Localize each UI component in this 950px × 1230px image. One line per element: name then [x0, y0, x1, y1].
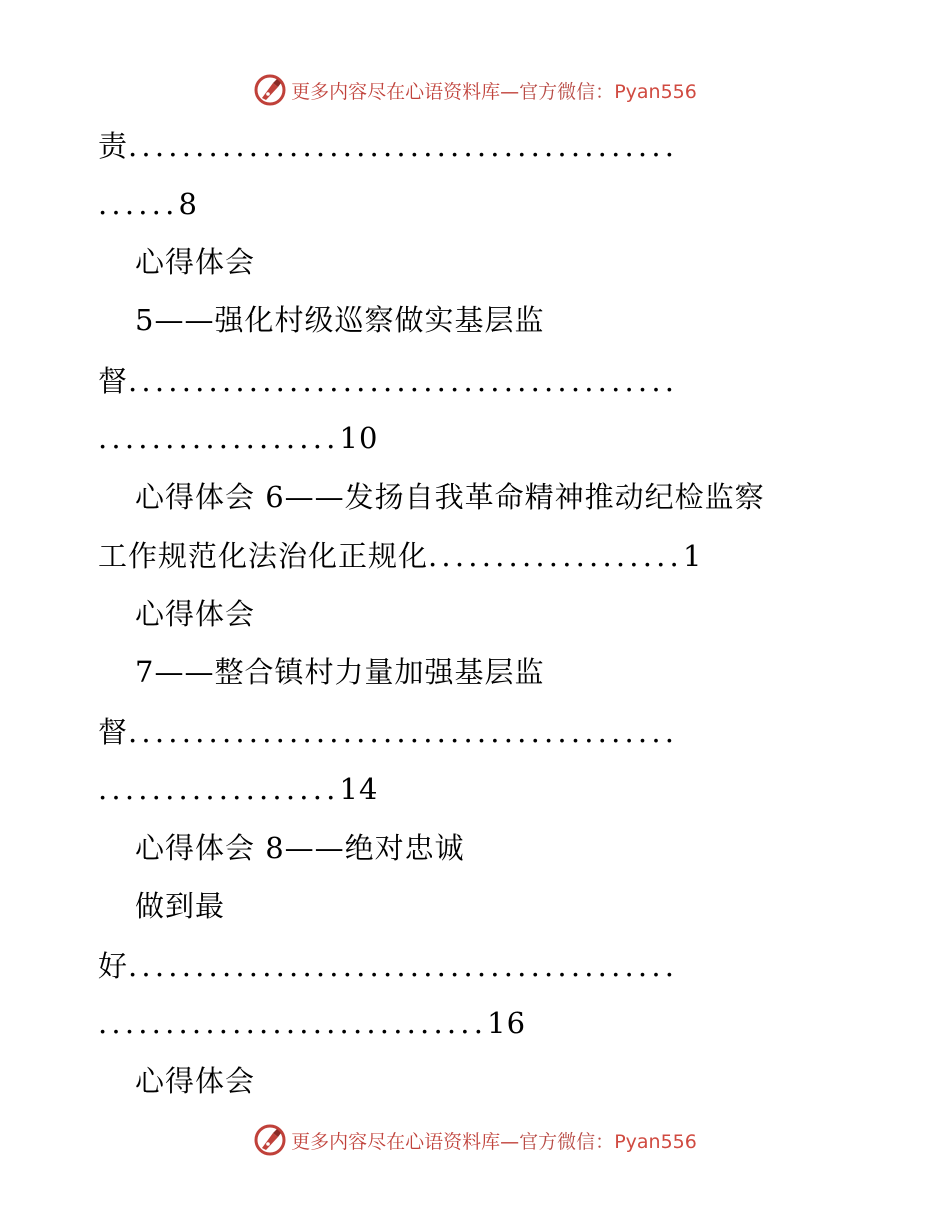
toc-leader-dots: ...................	[428, 539, 683, 573]
toc-line	[98, 769, 378, 809]
toc-line	[98, 418, 378, 458]
toc-entry-text: 做到最	[135, 889, 226, 923]
toc-line	[98, 126, 678, 166]
toc-entry-text: 心得体会	[135, 1064, 256, 1098]
toc-line	[135, 242, 255, 282]
toc-leader-dots: .........................................	[128, 949, 679, 983]
header-wechat-label: 官方微信：	[519, 80, 615, 103]
toc-leader-dots: ..................	[98, 421, 340, 455]
toc-line	[98, 536, 702, 576]
toc-line	[98, 1003, 526, 1043]
toc-line	[135, 594, 255, 634]
toc-page-number: 14	[339, 772, 379, 806]
toc-line	[135, 1061, 255, 1101]
toc-page-number: 1	[682, 539, 703, 573]
toc-leader-dots: ..................	[98, 772, 340, 806]
toc-entry-text: 工作规范化法治化正规化	[98, 539, 429, 573]
toc-leader-dots: .............................	[98, 1006, 488, 1040]
toc-leader-dots: ......	[98, 187, 179, 221]
toc-line	[98, 946, 678, 986]
toc-line	[135, 300, 544, 340]
toc-leader-dots: .........................................	[128, 715, 679, 749]
toc-line	[135, 828, 465, 868]
footer-dash: —	[500, 1130, 520, 1153]
header-wechat-id: Pyan556	[614, 80, 697, 103]
header-dash: —	[500, 80, 520, 103]
toc-entry-text: 心得体会	[135, 245, 256, 279]
toc-entry-text: 5——强化村级巡察做实基层监	[135, 303, 545, 337]
footer-wechat-label: 官方微信：	[519, 1130, 615, 1153]
toc-line	[98, 184, 198, 224]
toc-line	[135, 652, 544, 692]
toc-entry-text: 心得体会 6——发扬自我革命精神推动纪检监察	[135, 480, 765, 514]
toc-line	[98, 712, 678, 752]
toc-line	[135, 477, 765, 517]
footer-site-text: 更多内容尽在心语资料库	[291, 1130, 501, 1153]
toc-leader-dots: .........................................	[128, 129, 679, 163]
footer-wechat-id: Pyan556	[614, 1130, 697, 1153]
toc-entry-text: 心得体会	[135, 597, 256, 631]
pen-nib-logo-icon	[253, 1123, 287, 1157]
toc-line	[98, 361, 678, 401]
toc-entry-text: 责	[98, 129, 129, 163]
footer-text	[291, 1127, 697, 1154]
toc-page-number: 16	[487, 1006, 527, 1040]
toc-page-number: 10	[339, 421, 379, 455]
toc-page-number: 8	[178, 187, 198, 221]
toc-leader-dots: .........................................	[128, 364, 679, 398]
toc-entry-text: 督	[98, 715, 129, 749]
toc-entry-text: 好	[98, 949, 129, 983]
toc-line	[135, 886, 225, 926]
toc-entry-text: 督	[98, 364, 129, 398]
toc-entry-text: 心得体会 8——绝对忠诚	[135, 831, 465, 865]
footer-banner	[0, 1120, 950, 1160]
toc-entry-text: 7——整合镇村力量加强基层监	[135, 655, 545, 689]
header-site-text: 更多内容尽在心语资料库	[291, 80, 501, 103]
